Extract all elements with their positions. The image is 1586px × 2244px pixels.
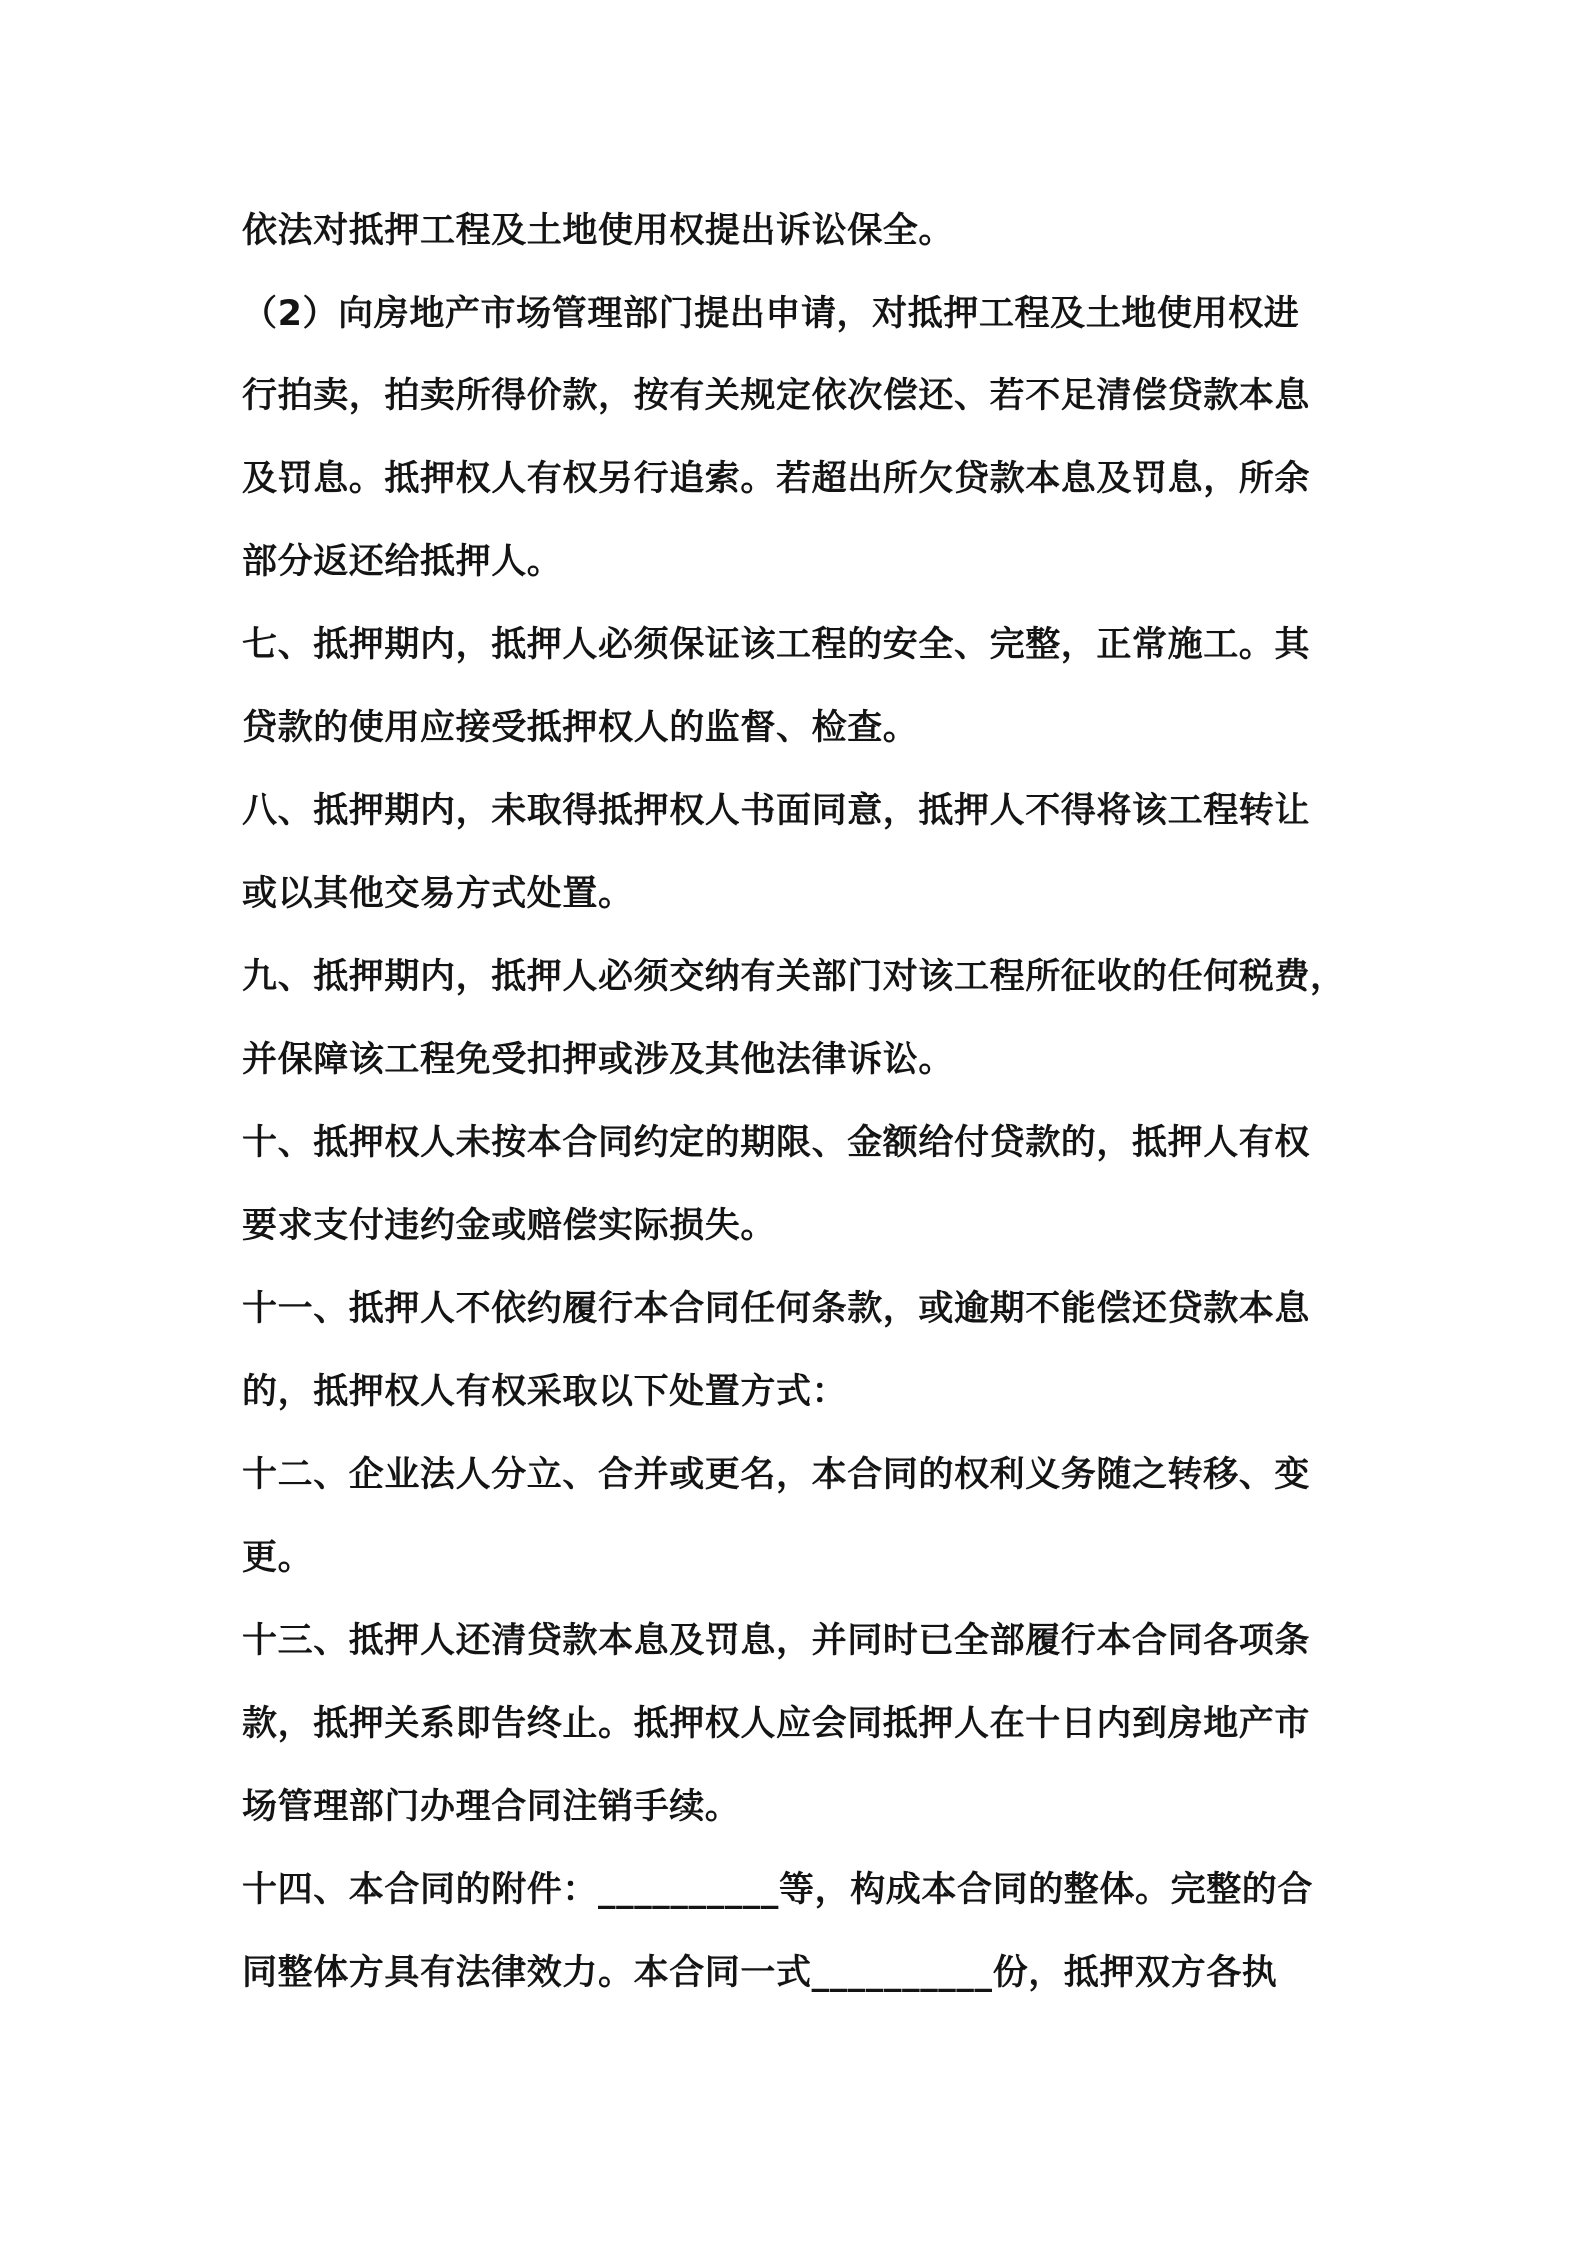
- text-line: 十四、本合同的附件：__________等，构成本合同的整体。完整的合: [242, 1870, 1314, 1910]
- text-line: 同整体方具有法律效力。本合同一式__________份，抵押双方各执: [242, 1953, 1278, 1993]
- text-line: 七、抵押期内，抵押人必须保证该工程的安全、完整，正常施工。其: [242, 625, 1311, 665]
- text-line: 十三、抵押人还清贷款本息及罚息，并同时已全部履行本合同各项条: [242, 1621, 1311, 1661]
- text-line: 并保障该工程免受扣押或涉及其他法律诉讼。: [242, 1040, 955, 1080]
- text-line: 八、抵押期内，未取得抵押权人书面同意，抵押人不得将该工程转让: [242, 791, 1311, 831]
- text-line: （2）向房地产市场管理部门提出申请，对抵押工程及土地使用权进: [242, 294, 1300, 334]
- text-line: 部分返还给抵押人。: [242, 542, 563, 582]
- text-line: 依法对抵押工程及土地使用权提出诉讼保全。: [242, 211, 955, 251]
- text-line: 或以其他交易方式处置。: [242, 874, 634, 914]
- text-line: 要求支付违约金或赔偿实际损失。: [242, 1206, 777, 1246]
- text-line: 场管理部门办理合同注销手续。: [242, 1787, 741, 1827]
- text-line: 更。: [242, 1538, 314, 1578]
- text-line: 九、抵押期内，抵押人必须交纳有关部门对该工程所征收的任何税费，: [242, 957, 1346, 997]
- text-line: 行拍卖，拍卖所得价款，按有关规定依次偿还、若不足清偿贷款本息: [242, 376, 1311, 416]
- text-line: 十、抵押权人未按本合同约定的期限、金额给付贷款的，抵押人有权: [242, 1123, 1311, 1163]
- text-line: 十二、企业法人分立、合并或更名，本合同的权利义务随之转移、变: [242, 1455, 1311, 1495]
- text-line: 的，抵押权人有权采取以下处置方式：: [242, 1372, 848, 1412]
- text-line: 款，抵押关系即告终止。抵押权人应会同抵押人在十日内到房地产市: [242, 1704, 1311, 1744]
- text-line: 及罚息。抵押权人有权另行追索。若超出所欠贷款本息及罚息，所余: [242, 459, 1311, 499]
- text-line: 十一、抵押人不依约履行本合同任何条款，或逾期不能偿还贷款本息: [242, 1289, 1311, 1329]
- text-line: 贷款的使用应接受抵押权人的监督、检查。: [242, 708, 919, 748]
